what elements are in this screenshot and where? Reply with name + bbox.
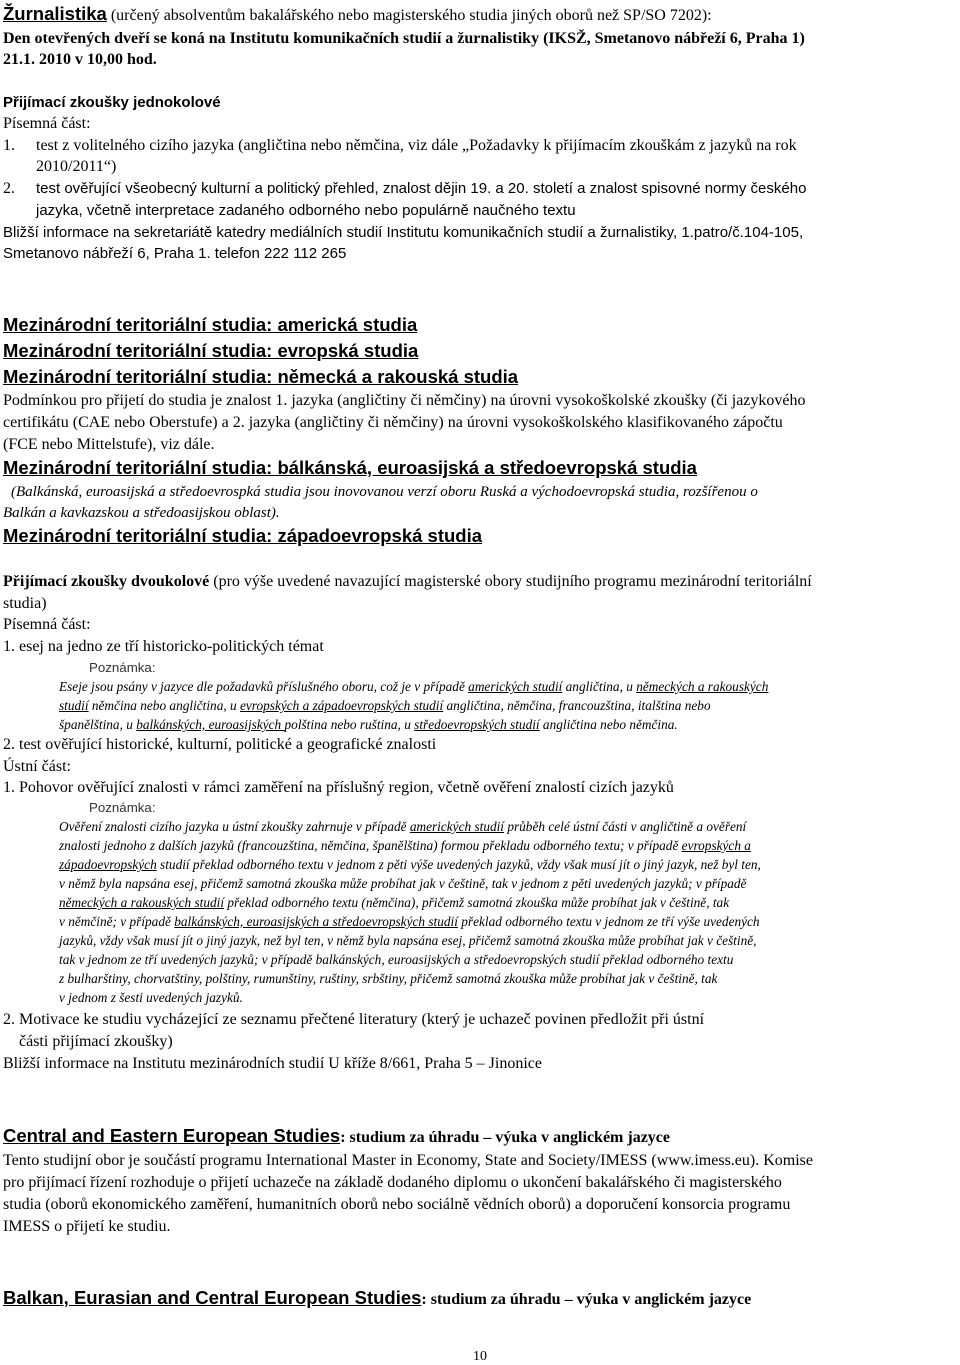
note-text: v němčině; v případě bbox=[59, 914, 175, 929]
cees-paragraph-line-3: studia (oborů ekonomického zaměření, humanitních oborů nebo sociálně vědních oborů) a doporučení konsorcia programu bbox=[3, 1196, 791, 1213]
note-text: Eseje jsou psány v jazyce dle požadavků příslušného oboru, což je v případě bbox=[59, 679, 469, 694]
note-text: překlad odborného textu (němčina), přičemž samotná zkouška může probíhat jak v češtině, tak bbox=[224, 895, 730, 910]
oral-note-line-1 bbox=[59, 820, 746, 833]
note-text: průběh celé ústní části v angličtině a ověření bbox=[504, 819, 747, 834]
note-underlined: amerických studií bbox=[409, 819, 504, 834]
oral-note-line-2 bbox=[59, 839, 751, 852]
open-day-line-1: Den otevřených dveří se koná na Institutu komunikačních studií a žurnalistiky (IKSŽ, Smetanovo nábřeží 6, Praha 1) bbox=[3, 30, 805, 47]
two-round-line-1 bbox=[3, 574, 812, 590]
cees-title: Central and Eastern European Studies bbox=[3, 1125, 341, 1146]
bees-title-suffix: : studium za úhradu – výuka v anglickém jazyce bbox=[421, 1291, 752, 1308]
note-underlined: západoevropských bbox=[59, 857, 157, 872]
heading-european-studies: Mezinárodní teritoriální studia: evropská studia bbox=[3, 340, 419, 361]
note-text: angličtina nebo němčina. bbox=[539, 717, 678, 732]
note-text: překlad odborného textu v jednom ze tří výše uvedených bbox=[457, 914, 760, 929]
essay-note-label: Poznámka: bbox=[89, 660, 156, 675]
zurn-item-1-cont: 2010/2011“) bbox=[36, 158, 117, 175]
bees-title: Balkan, Eurasian and Central European Studies bbox=[3, 1287, 422, 1308]
essay-note-line-3 bbox=[59, 718, 678, 731]
item-number: 2. bbox=[3, 180, 15, 197]
oral-note-line-8: tak v jednom ze tří uvedených jazyků; v případě balkánských, euroasijských a středoevropských studií překlad odborného textu bbox=[59, 952, 734, 967]
oral-item-2: 2. Motivace ke studiu vycházející ze seznamu přečtené literatury (který je uchazeč povinen předložit při ústní bbox=[3, 1011, 705, 1028]
zurn-item-2 bbox=[3, 180, 807, 197]
zurn-info-line-2: Smetanovo nábřeží 6, Praha 1. telefon 222 112 265 bbox=[3, 245, 347, 262]
oral-note-line-5 bbox=[59, 896, 729, 909]
zurn-item-2-cont: jazyka, včetně interpretace zadaného odborného nebo populárně naučného textu bbox=[36, 202, 576, 219]
note-underlined: studií bbox=[59, 698, 89, 713]
oral-note-line-9: z bulharštiny, chorvatštiny, polštiny, rumunštiny, ruštiny, srbštiny, přičemž samotná zkouška může probíhat jak v češtině, tak bbox=[59, 971, 718, 986]
note-underlined: německých a rakouských bbox=[636, 679, 769, 694]
condition-line-3: (FCE nebo Mittelstufe), viz dále. bbox=[3, 436, 215, 453]
page-number: 10 bbox=[473, 1349, 487, 1364]
condition-line-2: certifikátu (CAE nebo Oberstufe) a 2. jazyka (angličtiny či němčiny) na úrovni vysokoškolského klasifikovaného zápočtu bbox=[3, 414, 783, 431]
oral-note-line-3 bbox=[59, 858, 761, 871]
exams-heading: Přijímací zkoušky jednokolové bbox=[3, 94, 221, 111]
balkan-note-line-2: Balkán a kavkazskou a středoasijskou oblast). bbox=[3, 505, 280, 521]
mts-written-label: Písemná část: bbox=[3, 616, 91, 633]
note-text: znalosti jednoho z dalších jazyků (francouzština, němčina, španělština) formou překladu odborného textu; v případě bbox=[59, 838, 682, 853]
note-text: španělština, u bbox=[59, 717, 137, 732]
note-underlined: balkánských, euroasijských bbox=[136, 717, 285, 732]
note-underlined: středoevropských studií bbox=[414, 717, 540, 732]
item-number: 1. bbox=[3, 137, 15, 154]
oral-note-label: Poznámka: bbox=[89, 800, 156, 815]
two-round-line-2: studia) bbox=[3, 595, 47, 612]
oral-note-line-10: v jednom z šesti uvedených jazyků. bbox=[59, 990, 243, 1005]
oral-item-2-cont: části přijímací zkoušky) bbox=[19, 1033, 173, 1050]
cees-title-line bbox=[3, 1127, 670, 1146]
open-day-line-2: 21.1. 2010 v 10,00 hod. bbox=[3, 51, 157, 68]
heading-american-studies: Mezinárodní teritoriální studia: americká studia bbox=[3, 314, 418, 335]
zurn-info-line-1: Bližší informace na sekretariátě katedry mediálních studií Institutu komunikačních studií a žurnalistiky, 1.patro/č.104-105, bbox=[3, 224, 804, 241]
note-underlined: amerických studií bbox=[468, 679, 563, 694]
note-underlined: evropských a bbox=[681, 838, 751, 853]
zurnalistika-title: Žurnalistika bbox=[3, 3, 107, 24]
bees-title-line bbox=[3, 1289, 751, 1308]
zurnalistika-title-line bbox=[3, 5, 712, 24]
oral-part-label: Ústní část: bbox=[3, 758, 71, 775]
cees-paragraph-line-2: pro přijímací řízení rozhoduje o přijetí uchazeče na základě dodaného diplomu o ukončení bakalářského či magisterského bbox=[3, 1174, 782, 1191]
cees-title-suffix: : studium za úhradu – výuka v anglickém jazyce bbox=[340, 1129, 670, 1146]
note-underlined: evropských a západoevropských studií bbox=[239, 698, 444, 713]
test-2-item: 2. test ověřující historické, kulturní, politické a geografické znalosti bbox=[3, 736, 437, 753]
essay-item: 1. esej na jedno ze tří historicko-politických témat bbox=[3, 638, 324, 655]
two-round-text: (pro výše uvedené navazující magisterské obory studijního programu mezinárodní teritoriální bbox=[209, 573, 812, 590]
note-text: angličtina, němčina, francouzština, italština nebo bbox=[443, 698, 711, 713]
oral-item-1: 1. Pohovor ověřující znalosti v rámci zaměření na příslušný region, včetně ověření znalostí cizích jazyků bbox=[3, 779, 674, 796]
zurnalistika-title-note: (určený absolventům bakalářského nebo magisterského studia jiných oborů než SP/SO 7202): bbox=[106, 7, 712, 24]
two-round-label: Přijímací zkoušky dvoukolové bbox=[3, 573, 210, 590]
note-underlined: balkánských, euroasijských a středoevropských studií bbox=[174, 914, 458, 929]
heading-balkan-studies: Mezinárodní teritoriální studia: bálkánská, euroasijská a středoevropská studia bbox=[3, 457, 697, 478]
note-text: studií překlad odborného textu v jednom z pěti výše uvedených jazyků, vždy však musí jít o jiný jazyk, než byl ten, bbox=[156, 857, 761, 872]
item-text: test z volitelného cizího jazyka (angličtina nebo němčina, viz dále „Požadavky k přijímacím zkouškám z jazyků na rok bbox=[36, 137, 797, 154]
note-text: angličtina, u bbox=[562, 679, 637, 694]
written-part-label: Písemná část: bbox=[3, 115, 91, 132]
mts-info-line: Bližší informace na Institutu mezinárodních studií U kříže 8/661, Praha 5 – Jinonice bbox=[3, 1055, 542, 1072]
condition-line-1: Podmínkou pro přijetí do studia je znalost 1. jazyka (angličtiny či němčiny) na úrovni vysokoškolské zkoušky (či jazykového bbox=[3, 392, 806, 409]
note-text: němčina nebo angličtina, u bbox=[88, 698, 240, 713]
essay-note-line-1 bbox=[59, 680, 768, 693]
oral-note-line-6 bbox=[59, 915, 760, 928]
item-text: test ověřující všeobecný kulturní a politický přehled, znalost dějin 19. a 20. století a znalost spisovné normy českého bbox=[36, 180, 807, 197]
note-underlined: německých a rakouských studií bbox=[59, 895, 225, 910]
cees-paragraph-line-4: IMESS o přijetí ke studiu. bbox=[3, 1218, 171, 1235]
balkan-note-line-1: (Balkánská, euroasijská a středoevrospká studia jsou inovovanou verzí oboru Ruská a východoevropská studia, rozšířenou o bbox=[11, 484, 758, 500]
note-text: polština nebo ruština, u bbox=[284, 717, 415, 732]
oral-note-line-4: v němž byla napsána esej, přičemž samotná zkouška může probíhat jak v češtině, tak v jednom z pěti uvedených jazyků; v případě bbox=[59, 876, 747, 891]
heading-west-european-studies: Mezinárodní teritoriální studia: západoevropská studia bbox=[3, 525, 483, 546]
essay-note-line-2 bbox=[59, 699, 711, 712]
cees-paragraph-line-1: Tento studijní obor je součástí programu International Master in Economy, State and Society/IMESS (www.imess.eu). Komise bbox=[3, 1152, 813, 1169]
oral-note-line-7: jazyků, vždy však musí jít o jiný jazyk, než byl ten, v němž byla napsána esej, přičemž samotná zkouška může probíhat jak v češtině, bbox=[59, 933, 757, 948]
zurn-item-1 bbox=[3, 137, 797, 154]
heading-german-austrian-studies: Mezinárodní teritoriální studia: německá a rakouská studia bbox=[3, 366, 519, 387]
note-text: Ověření znalosti cizího jazyka u ústní zkoušky zahrnuje v případě bbox=[59, 819, 410, 834]
